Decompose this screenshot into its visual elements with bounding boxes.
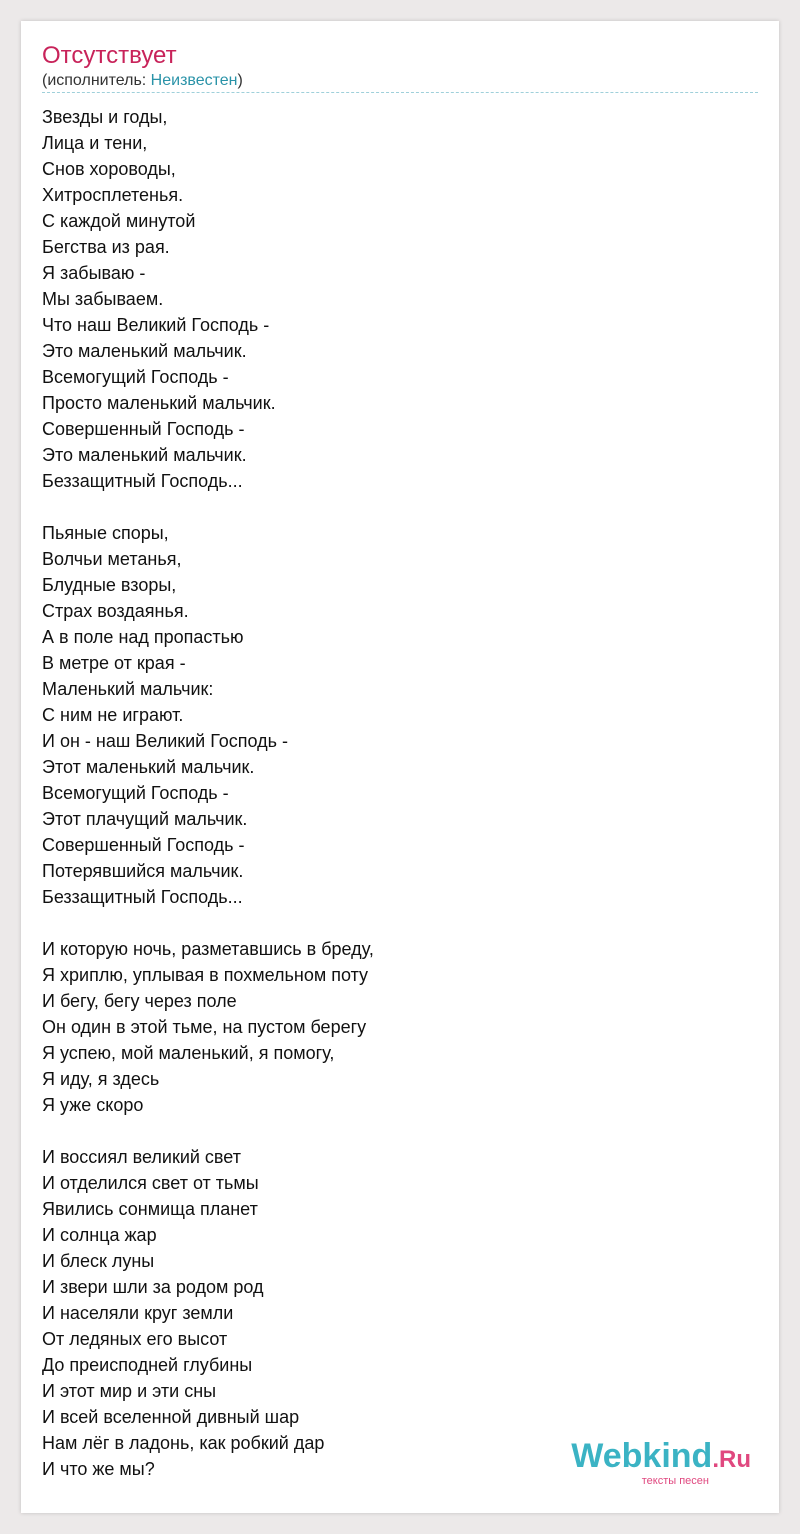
lyrics-line: И отделился свет от тьмы	[42, 1173, 259, 1193]
lyrics-line: И населяли круг земли	[42, 1303, 234, 1323]
lyrics-line: От ледяных его высот	[42, 1329, 228, 1349]
lyrics-line: Беззащитный Господь...	[42, 887, 243, 907]
lyrics-line: Что наш Великий Господь -	[42, 315, 270, 335]
title-divider	[42, 92, 758, 93]
lyrics-line: Я хриплю, уплывая в похмельном поту	[42, 965, 369, 985]
lyrics-stanza	[42, 1144, 758, 1482]
lyrics-line: Всемогущий Господь -	[42, 783, 229, 803]
lyrics-line: Маленький мальчик:	[42, 679, 214, 699]
lyrics-text	[42, 104, 758, 1482]
lyrics-line: Это маленький мальчик.	[42, 341, 247, 361]
lyrics-card	[21, 21, 779, 1513]
webkind-logo	[571, 1439, 751, 1487]
logo-brand: Webkind	[571, 1437, 713, 1475]
artist-line	[42, 71, 243, 91]
lyrics-line: Нам лёг в ладонь, как робкий дар	[42, 1433, 325, 1453]
lyrics-line: И что же мы?	[42, 1459, 155, 1479]
artist-link[interactable]: Неизвестен	[150, 72, 238, 89]
lyrics-line: С каждой минутой	[42, 211, 196, 231]
lyrics-line: Пьяные споры,	[42, 523, 169, 543]
lyrics-line: И он - наш Великий Господь -	[42, 731, 289, 751]
lyrics-line: Всемогущий Господь -	[42, 367, 229, 387]
lyrics-line: И солнца жар	[42, 1225, 157, 1245]
lyrics-line: Снов хороводы,	[42, 159, 176, 179]
lyrics-line: И которую ночь, разметавшись в бреду,	[42, 939, 374, 959]
lyrics-stanza	[42, 520, 758, 910]
artist-suffix: )	[237, 72, 243, 89]
lyrics-line: Бегства из рая.	[42, 237, 170, 257]
lyrics-line: Совершенный Господь -	[42, 835, 245, 855]
lyrics-line: С ним не играют.	[42, 705, 184, 725]
lyrics-line: Совершенный Господь -	[42, 419, 245, 439]
song-title: Отсутствует	[42, 42, 177, 69]
lyrics-line: Этот маленький мальчик.	[42, 757, 255, 777]
lyrics-line: Он один в этой тьме, на пустом берегу	[42, 1017, 367, 1037]
lyrics-line: Я забываю -	[42, 263, 146, 283]
lyrics-line: А в поле над пропастью	[42, 627, 244, 647]
lyrics-line: Явились сонмища планет	[42, 1199, 258, 1219]
lyrics-line: Этот плачущий мальчик.	[42, 809, 248, 829]
lyrics-line: И звери шли за родом род	[42, 1277, 264, 1297]
lyrics-line: Блудные взоры,	[42, 575, 177, 595]
logo-tagline: тексты песен	[641, 1475, 709, 1487]
lyrics-line: Мы забываем.	[42, 289, 164, 309]
lyrics-stanza	[42, 104, 758, 494]
lyrics-line: Беззащитный Господь...	[42, 471, 243, 491]
lyrics-line: И этот мир и эти сны	[42, 1381, 217, 1401]
lyrics-line: И воссиял великий свет	[42, 1147, 241, 1167]
lyrics-line: До преисподней глубины	[42, 1355, 253, 1375]
lyrics-line: Я успею, мой маленький, я помогу,	[42, 1043, 335, 1063]
lyrics-line: И бегу, бегу через поле	[42, 991, 237, 1011]
lyrics-line: И всей вселенной дивный шар	[42, 1407, 300, 1427]
lyrics-line: Страх воздаянья.	[42, 601, 189, 621]
lyrics-line: В метре от края -	[42, 653, 186, 673]
lyrics-line: Звезды и годы,	[42, 107, 168, 127]
lyrics-line: Волчьи метанья,	[42, 549, 182, 569]
lyrics-line: Лица и тени,	[42, 133, 148, 153]
lyrics-line: Потерявшийся мальчик.	[42, 861, 244, 881]
lyrics-line: Хитросплетенья.	[42, 185, 184, 205]
artist-prefix: (исполнитель:	[42, 72, 151, 89]
lyrics-line: Я уже скоро	[42, 1095, 144, 1115]
lyrics-line: И блеск луны	[42, 1251, 155, 1271]
lyrics-line: Просто маленький мальчик.	[42, 393, 276, 413]
logo-tld: .Ru	[712, 1446, 751, 1473]
lyrics-line: Я иду, я здесь	[42, 1069, 160, 1089]
lyrics-stanza	[42, 936, 758, 1118]
lyrics-line: Это маленький мальчик.	[42, 445, 247, 465]
